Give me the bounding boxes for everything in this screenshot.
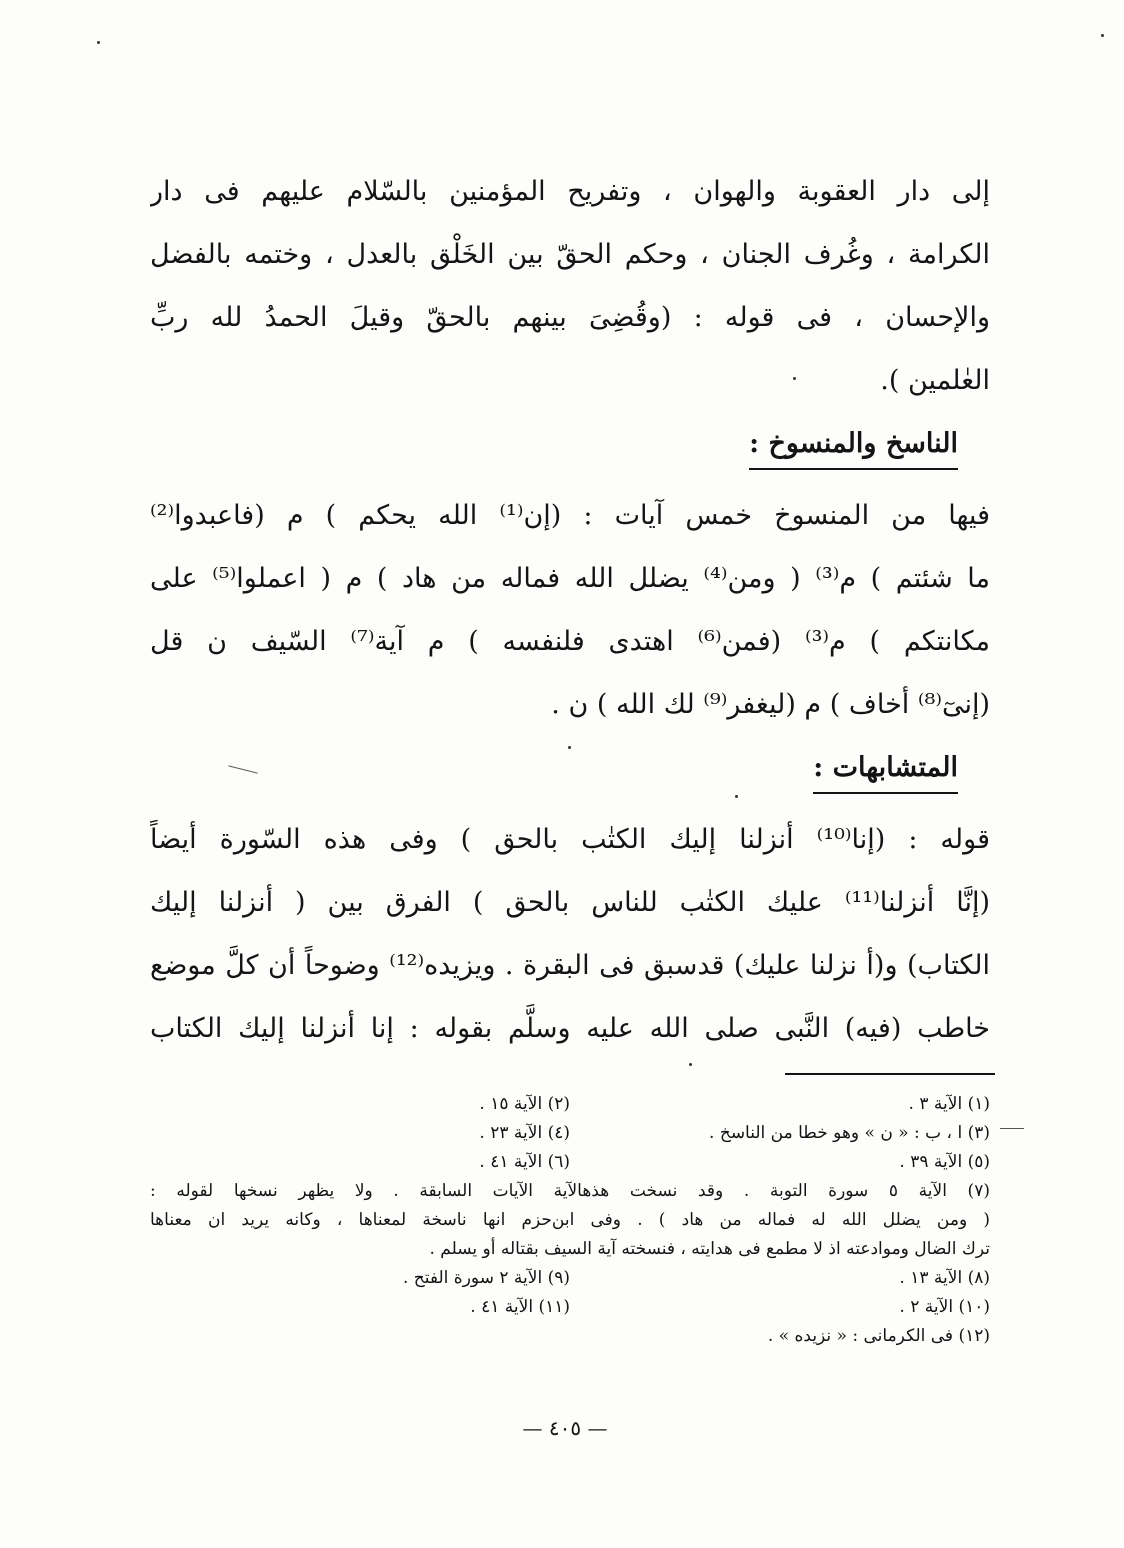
footnote-row [150,1090,990,1119]
section-heading-abrogation: الناسخ والمنسوخ : [749,422,958,470]
text-line: خاطب (فيه) النَّبى صلى الله عليه وسلَّم بقوله : إنا أنزلنا إليك الكتاب [150,1013,990,1044]
text-line: الكتاب) و(أ نزلنا عليك) قدسبق فى البقرة . ويزيده⁽¹²⁾ وضوحاً أن كلَّ موضع [150,950,990,981]
scan-speck [689,1063,692,1066]
scan-speck [568,746,571,749]
scan-speck [793,377,796,380]
text-line: (إنىٓ⁽⁸⁾ أخاف ) م (ليغفر⁽⁹⁾ لك الله ) ن . [551,689,990,720]
footnote-row [150,1119,990,1148]
section-heading-wrap [150,412,990,484]
footnote-7-line: ( ومن يضلل الله له فماله من هاد ) . وفى ابن‌حزم انها ناسخة لمعناها ، وكانه يريد ان معناها [150,1210,990,1230]
scan-speck [97,41,100,44]
text-line: مكانتكم ) م⁽³⁾ (فمن⁽⁶⁾ اهتدى فلنفسه ) م آية⁽⁷⁾ السّيف ن قل [150,626,990,657]
scan-speck [1101,34,1104,37]
footnote: (١١) الآية ٤١ . [470,1297,570,1317]
footnote: (١٠) الآية ٢ . [899,1297,990,1317]
footnote: (٩) الآية ٢ سورة الفتح . [402,1268,570,1288]
footnote: (٥) الآية ٣٩ . [899,1152,990,1172]
footnote: (٨) الآية ١٣ . [899,1268,990,1288]
footnote-row [150,1148,990,1177]
scan-stroke [1000,1128,1024,1129]
footnote-12: (١٢) فى الكرمانى : « نزيده » . [767,1326,990,1346]
text-line: قوله : (إنا⁽¹⁰⁾ أنزلنا إليك الكتٰب بالحق ) وفى هذه السّورة أيضاً [150,824,990,855]
footnote-7-line: (٧) الآية ٥ سورة التوبة . وقد نسخت هذهالآية الآيات السابقة . ولا يظهر نسخها لقوله : [150,1181,990,1201]
footnote: (٣) ا ، ب : « ن » وهو خطا من الناسخ . [709,1123,990,1143]
text-line: إلى دار العقوبة والهوان ، وتفريح المؤمنين بالسّلام عليهم فى دار [150,176,990,207]
section-heading-similarities: المتشابهات : [813,746,958,794]
footnote: (١) الآية ٣ . [908,1094,990,1114]
text-line: ما شئتم ) م⁽³⁾ ( ومن⁽⁴⁾ يضلل الله فماله من هاد ) م ( اعملوا⁽⁵⁾ على [150,563,990,594]
footnote: (٢) الآية ١٥ . [479,1094,570,1114]
scan-speck [735,795,738,798]
text-line: العٰلمين ). [880,365,990,396]
footnote-row [150,1264,990,1293]
text-line: (إنَّا أنزلنا⁽¹¹⁾ عليك الكتٰب للناس بالحق ) الفرق بين ( أنزلنا إليك [150,887,990,918]
text-line: الكرامة ، وغُرف الجنان ، وحكم الحقّ بين الخَلْق بالعدل ، وختمه بالفضل [150,239,990,270]
main-text [150,160,990,1060]
footnote-row [150,1293,990,1322]
text-line: فيها من المنسوخ خمس آيات : (إن⁽¹⁾ الله يحكم ) م (فاعبدوا⁽²⁾ [150,500,990,531]
footnotes [150,1090,990,1351]
footnote: (٤) الآية ٢٣ . [479,1123,570,1143]
footnote: (٦) الآية ٤١ . [479,1152,570,1172]
page-number: — ٤٠٥ — [522,1416,608,1440]
footnote-separator [785,1073,995,1075]
text-line: والإحسان ، فى قوله : (وقُضِىَ بينهم بالحقّ وقيلَ الحمدُ لله ربِّ [150,302,990,333]
footnote-7-line: ترك الضال وموادعته اذ لا مطمع فى هدايته ، فنسخته آية السيف بقتاله أو يسلم . [429,1239,990,1259]
